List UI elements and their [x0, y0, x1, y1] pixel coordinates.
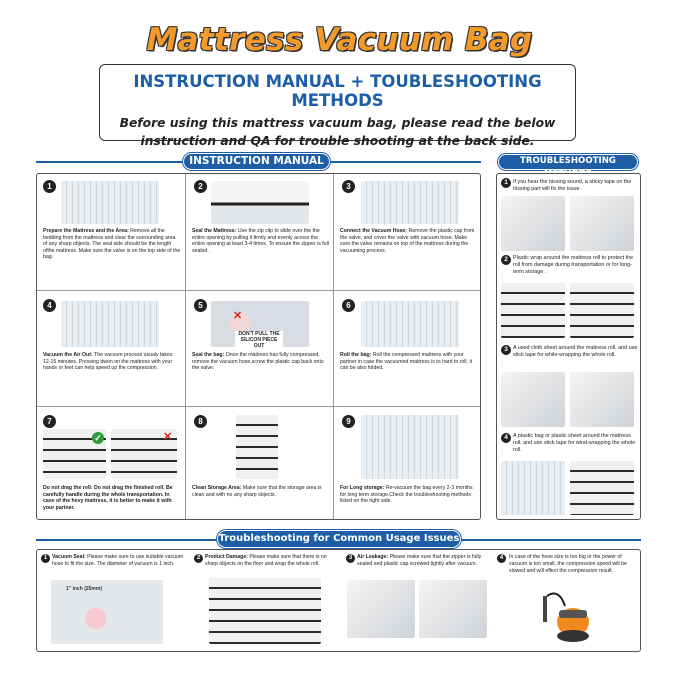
step-8-body: Make sure that the storage area is clean and with no any sharp objects. [192, 485, 322, 498]
issue-3 [341, 550, 493, 651]
step-number: 4 [43, 299, 56, 312]
check-icon: ✓ [92, 432, 104, 444]
step-2-text [192, 228, 329, 254]
ts-number: 3 [501, 345, 511, 355]
ts-item-1-text: If you hear the hissing sound, a sticky tape on the hissing part will fix the issue . [513, 179, 632, 192]
step-4 [37, 291, 185, 406]
ts-number: 2 [501, 255, 511, 265]
step-6-text [340, 352, 478, 372]
ts-item-3 [497, 345, 642, 430]
step-number: 3 [342, 180, 355, 193]
ts-item-4-text: A plastic bag or plastic sheet around the mattress roll, and use stick tape for wind-wrapping the whole roll. [513, 433, 636, 453]
issue-1-text [52, 554, 186, 568]
step-2-title: Seal the Mattress: [192, 228, 237, 234]
step-2-photo [211, 181, 309, 224]
issue-1-body: Please make sure to use suitable vacuum hose to fit the size. The diameter of vacuum is 1 inch. [52, 554, 184, 567]
step-6-title: Roll the bag: [340, 352, 372, 358]
issue-2-text [205, 554, 337, 568]
step-7-title: Do not drag the roll: Do not drag the finished roll. Be carefully handle during the whole transportation. In case of the hevy mattress, it is better to make it with your partner. [43, 485, 173, 511]
step-9-photo [361, 415, 459, 479]
step-3-body: Remove the plastic cap from the valve, and cover the valve with vacuum hose. Make sure the valve remains on top of the mattress during the vacuuming process. [340, 228, 475, 254]
cross-icon: ✕ [163, 431, 173, 443]
vacuum-cleaner-photo [539, 588, 595, 646]
step-7 [37, 407, 185, 520]
ts-item-3-text: A used cloth sheet around the mattress roll, and use stick tape for while-wrapping the whole roll. [513, 345, 638, 358]
step-6-photo [361, 301, 459, 347]
ts-number: 1 [501, 178, 511, 188]
issue-3-title: Air Leakage: [357, 554, 389, 560]
step-1-photo [61, 181, 159, 224]
step-3-text [340, 228, 478, 254]
issue-3-photo-b [419, 580, 487, 638]
ts-3-photo-b [570, 372, 634, 427]
issue-3-photo-a [347, 580, 415, 638]
common-issues-header: Troubleshooting for Common Usage Issues [217, 530, 461, 548]
step-3-title: Connect the Vacuum Hose: [340, 228, 408, 234]
step-4-text [43, 352, 181, 372]
step-number: 5 [194, 299, 207, 312]
step-5-photo [211, 301, 309, 347]
step-6 [334, 291, 482, 406]
step-number: 8 [194, 415, 207, 428]
ts-4-photo-b [570, 461, 634, 515]
intro-heading: INSTRUCTION MANUAL + TOUBLESHOOTING METHODS [133, 72, 542, 110]
step-1-text [43, 228, 181, 261]
instruction-manual-header: INSTRUCTION MANUAL [183, 153, 330, 170]
vacuum-cleaner-icon [539, 588, 595, 646]
step-8-title: Clean Storage Area: [192, 485, 242, 491]
ts-3-photo-a [501, 372, 565, 427]
issue-1-photo [51, 580, 163, 644]
step-5 [186, 291, 333, 406]
step-7-text [43, 485, 181, 511]
cross-icon: ✕ [233, 310, 243, 322]
issue-3-text [357, 554, 489, 568]
step-8-text [192, 485, 329, 498]
issue-number: 4 [497, 554, 506, 563]
ts-item-2 [497, 255, 642, 347]
step-4-body: The vacuum process usualy takes 12-15 minutes. Pressing dwon on the mattress with your hands or feet can help speed up the compression. [43, 352, 173, 372]
step-9-text [340, 485, 478, 505]
step-number: 6 [342, 299, 355, 312]
issue-2 [189, 550, 341, 651]
step-1 [37, 174, 185, 290]
step-4-photo [61, 301, 159, 347]
step-number: 2 [194, 180, 207, 193]
ts-2-photo-a [501, 283, 565, 338]
issue-2-body: Please make sure that there is no sharp objects on the floor and wrap the whole roll. [205, 554, 327, 567]
step-6-body: Roll the compressed mattress with your partner in case the vacuumed mattress is to hard to roll, it can be also folded. [340, 352, 473, 372]
issue-3-body: Please make sure that the zipper is fully sealed and plastic cap screwed tightly after vacuum. [357, 554, 482, 567]
ts-1-photo-a [501, 196, 565, 251]
step-2-body: Use the zip clip to slide over the the entire opening by pulling it firmly and evenly across the entire opening at least 3-4 times. To ensure the zipper is full sealed . [192, 228, 329, 254]
step-9 [334, 407, 482, 520]
issue-number: 2 [194, 554, 203, 563]
step-number: 1 [43, 180, 56, 193]
step-4-title: Vacuum the Air Out: [43, 352, 93, 358]
step-1-title: Prepare the Mattress and the Area: [43, 228, 129, 234]
ts-1-photo-b [570, 196, 634, 251]
step-8-photo [236, 415, 278, 479]
ts-number: 4 [501, 433, 511, 443]
ts-item-1 [497, 174, 642, 227]
troubleshooting-panel [496, 173, 641, 520]
step-2 [186, 174, 333, 290]
issue-1-title: Vacuum Seal: [52, 554, 86, 560]
ts-item-4 [497, 433, 642, 519]
step-number: 7 [43, 415, 56, 428]
page-title: Mattress Vacuum Bag [146, 22, 533, 58]
ts-item-2-text: Plastic wrap around the mattress roll to protect the roll from damage during transportation or for long-term storage . [513, 255, 634, 275]
common-issues-panel [36, 549, 641, 652]
step-1-body: Remove all the bedding from the mattress and clear the surrounding area of any sharp objects. The seal side should be the length ofthe mattress. Make sure the valve is on the top side of the bag. [43, 228, 181, 261]
step-9-title: For Long storage: [340, 485, 385, 491]
diameter-label: 1" inch (25mm) [66, 586, 102, 592]
step-number: 9 [342, 415, 355, 428]
issue-2-photo [209, 578, 321, 644]
step-5-text [192, 352, 329, 372]
step-3 [334, 174, 482, 290]
intro-box [99, 64, 576, 148]
ts-4-photo-a [501, 461, 565, 515]
step-5-body: Once the mattress has fully compressed, remove the vacuum hose,screw the plastic cap back onto the valve. [192, 352, 324, 372]
step-8 [186, 407, 333, 520]
instruction-panel [36, 173, 481, 520]
issue-number: 3 [346, 554, 355, 563]
step-9-body: Re-vacuum the bag every 2-3 months for long term storage.Check the troubleshooting methods listed on the right side. [340, 485, 473, 505]
step-3-photo [361, 181, 459, 224]
step-5-title: Seal the bag: [192, 352, 225, 358]
issue-1 [37, 550, 189, 651]
ts-2-photo-b [570, 283, 634, 338]
issue-4-text [509, 554, 638, 575]
issue-4 [493, 550, 641, 651]
silicon-warning-label: DON'T PULL THE SILICON PIECE OUT [235, 331, 283, 347]
intro-text: Before using this mattress vacuum bag, please read the below instruction and QA for trouble shooting at the back side. [119, 116, 556, 148]
issue-number: 1 [41, 554, 50, 563]
issue-4-body: In case of the hose size is too big or the power of vacuum is too small, the compression speed will be slowed and will effect the compression result. [509, 554, 627, 574]
troubleshooting-header: TROUBLESHOOTING METHODS [498, 154, 638, 170]
issue-2-title: Product Damage: [205, 554, 248, 560]
